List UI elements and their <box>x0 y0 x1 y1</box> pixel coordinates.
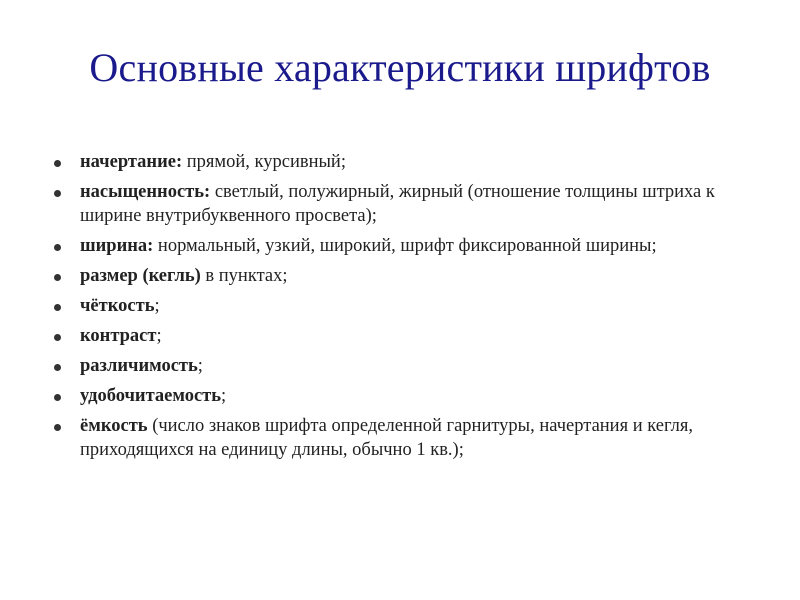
bullet-text: в пунктах; <box>200 266 288 286</box>
bullet-dot-icon <box>54 160 61 167</box>
bullet-dot-icon <box>54 364 61 371</box>
list-item <box>48 324 763 348</box>
bullet-dot-icon <box>54 394 61 401</box>
list-item <box>48 180 763 228</box>
bullet-dot-icon <box>54 274 61 281</box>
bullet-dot-icon <box>54 304 61 311</box>
slide-title: Основные характеристики шрифтов <box>89 45 711 90</box>
bullet-term: чёткость <box>80 296 155 316</box>
list-item <box>48 150 763 174</box>
list-item <box>48 414 763 462</box>
bullet-dot-icon <box>54 424 61 431</box>
bullet-text: светлый, полужирный, жирный (отношение толщины штриха к ширине внутрибуквенного просвета); <box>80 182 715 226</box>
bullet-term: различимость <box>80 356 198 376</box>
bullet-term: ёмкость <box>80 416 148 436</box>
list-item <box>48 264 763 288</box>
bullet-text: нормальный, узкий, широкий, шрифт фиксированной ширины; <box>153 236 657 256</box>
bullet-text: прямой, курсивный; <box>182 152 346 172</box>
bullet-text: ; <box>197 356 203 376</box>
bullet-text: ; <box>154 296 160 316</box>
list-item <box>48 354 763 378</box>
bullet-dot-icon <box>54 334 61 341</box>
bullet-dot-icon <box>54 190 61 197</box>
bullet-dot-icon <box>54 244 61 251</box>
bullet-text: (число знаков шрифта определенной гарнитуры, начертания и кегля, приходящихся на единицу длины, обычно 1 кв.); <box>80 416 693 460</box>
bullet-list <box>48 150 763 468</box>
bullet-term: удобочитаемость <box>80 386 222 406</box>
list-item <box>48 294 763 318</box>
bullet-term: начертание: <box>80 152 183 172</box>
bullet-text: ; <box>221 386 227 406</box>
bullet-term: контраст <box>80 326 157 346</box>
bullet-text: ; <box>156 326 162 346</box>
list-item <box>48 384 763 408</box>
list-item <box>48 234 763 258</box>
bullet-term: насыщенность: <box>80 182 211 202</box>
bullet-term: размер (кегль) <box>80 266 201 286</box>
bullet-term: ширина: <box>80 236 154 256</box>
